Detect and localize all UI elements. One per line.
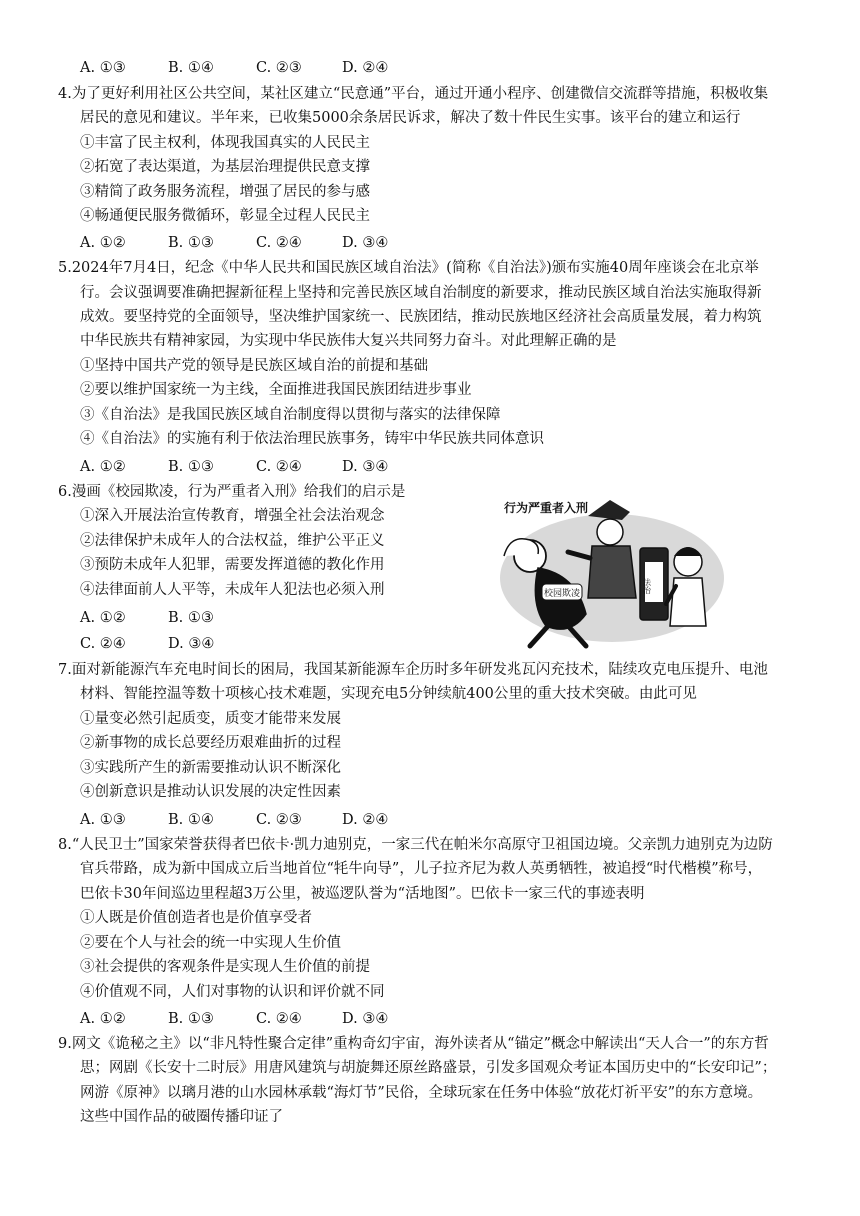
q4-statement-4: ④畅通便民服务微循环，彰显全过程人民民主 [80,208,370,224]
q7-option-c: C. ②③ [256,812,302,828]
q5-option-c: C. ②④ [256,459,302,475]
q6-options-row-1 [80,608,214,628]
q8-stem-line-3: 巴依卡30年间巡边里程超3万公里，被巡逻队誉为“活地图”。巴依卡一家三代的事迹表明 [80,886,645,902]
q5-stem-line-4: 中华民族共有精神家园，为实现中华民族伟大复兴共同努力奋斗。对此理解正确的是 [80,333,617,349]
q6-statement-2: ②法律保护未成年人的合法权益，维护公平正义 [80,533,385,549]
q3-options [80,58,388,78]
q5-statement-2: ②要以维护国家统一为主线，全面推进我国民族团结进步事业 [80,382,472,398]
q4-option-b: B. ①③ [168,235,214,251]
q4-stem-line-1: 4.为了更好利用社区公共空间，某社区建立“民意通”平台，通过开通小程序、创建微信交流群等措施，积极收集 [58,86,769,102]
q7-statement-1: ①量变必然引起质变，质变才能带来发展 [80,711,341,727]
q6-statement-1: ①深入开展法治宣传教育，增强全社会法治观念 [80,508,385,524]
q3-option-c: C. ②③ [256,60,302,76]
q7-option-d: D. ②④ [342,812,389,828]
law-book-figure [640,548,668,620]
q7-stem-line-2: 材料、智能控温等数十项核心技术难题，实现充电5分钟续航400公里的重大技术突破。由此可见 [80,686,697,702]
q6-statement-3: ③预防未成年人犯罪，需要发挥道德的教化作用 [80,557,385,573]
q6-option-d: D. ③④ [168,636,215,652]
school-bullying-comic [490,486,730,656]
q4-option-c: C. ②④ [256,235,302,251]
q5-statement-1: ①坚持中国共产党的领导是民族区域自治的前提和基础 [80,358,428,374]
q5-option-d: D. ③④ [342,459,389,475]
q5-stem-line-3: 成效。要坚持党的全面领导，坚决维护国家统一、民族团结，推动民族地区经济社会高质量发展，着力构筑 [80,309,762,325]
comic-caption: 行为严重者入刑 [504,501,589,515]
q3-option-a: A. ①③ [80,60,126,76]
q4-statement-3: ③精简了政务服务流程，增强了居民的参与感 [80,184,370,200]
q8-stem-line-1: 8.“人民卫士”国家荣誉获得者巴依卡·凯力迪别克，一家三代在帕米尔高原守卫祖国边境。父亲凯力迪别克为边防 [58,837,773,853]
q8-stem-line-2: 官兵带路，成为新中国成立后当地首位“牦牛向导”，儿子拉齐尼为救人英勇牺牲，被追授“时代楷模”称号， [80,861,763,877]
q4-option-d: D. ③④ [342,235,389,251]
q8-option-b: B. ①③ [168,1011,214,1027]
q8-option-d: D. ③④ [342,1011,389,1027]
q6-option-a: A. ①② [80,610,126,626]
comic-book-label: 法治 [642,578,652,594]
q6-stem-line-1: 6.漫画《校园欺凌，行为严重者入刑》给我们的启示是 [58,484,406,500]
q9-stem-line-4: 这些中国作品的破圈传播印证了 [80,1109,283,1125]
q6-statement-4: ④法律面前人人平等，未成年人犯法也必须入刑 [80,582,385,598]
q8-statement-2: ②要在个人与社会的统一中实现人生价值 [80,935,341,951]
q9-stem-line-2: 思；网剧《长安十二时辰》用唐风建筑与胡旋舞还原丝路盛景，引发多国观众考证本国历史中的“长安印记”； [80,1060,777,1076]
q5-stem-line-2: 行。会议强调要准确把握新征程上坚持和完善民族区域自治制度的新要求，推动民族区域自治法实施取得新 [80,285,762,301]
q3-option-d: D. ②④ [342,60,389,76]
q7-stem-line-1: 7.面对新能源汽车充电时间长的困局，我国某新能源车企历时多年研发兆瓦闪充技术，陆续攻克电压提升、电池 [58,662,768,678]
q8-options [80,1009,388,1029]
q5-option-a: A. ①② [80,459,126,475]
q5-option-b: B. ①③ [168,459,214,475]
q9-stem-line-3: 网游《原神》以璃月港的山水园林承载“海灯节”民俗，全球玩家在任务中体验“放花灯祈平安”的东方意境。 [80,1085,763,1101]
q8-statement-1: ①人既是价值创造者也是价值享受者 [80,910,312,926]
q8-option-a: A. ①② [80,1011,126,1027]
q9-stem-line-1: 9.网文《诡秘之主》以“非凡特性聚合定律”重构奇幻宇宙，海外读者从“锚定”概念中解读出“天人合一”的东方哲 [58,1036,769,1052]
q5-stem-line-1: 5.2024年7月4日，纪念《中华人民共和国民族区域自治法》(简称《自治法》)颁布实施40周年座谈会在北京举 [58,260,759,276]
q4-option-a: A. ①② [80,235,126,251]
q8-statement-3: ③社会提供的客观条件是实现人生价值的前提 [80,959,370,975]
q6-options-row-2 [80,634,214,654]
comic-bullying-label: 校园欺凌 [544,589,581,599]
q4-stem-line-2: 居民的意见和建议。半年来，已收集5000余条居民诉求，解决了数十件民生实事。该平台的建立和运行 [80,110,741,126]
q6-option-b: B. ①③ [168,610,214,626]
q8-statement-4: ④价值观不同，人们对事物的认识和评价就不同 [80,984,385,1000]
q7-option-a: A. ①③ [80,812,126,828]
q5-statement-3: ③《自治法》是我国民族区域自治制度得以贯彻与落实的法律保障 [80,407,501,423]
q5-statement-4: ④《自治法》的实施有利于依法治理民族事务，铸牢中华民族共同体意识 [80,431,544,447]
q7-statement-2: ②新事物的成长总要经历艰难曲折的过程 [80,735,341,751]
q7-statement-4: ④创新意识是推动认识发展的决定性因素 [80,784,341,800]
q4-statement-2: ②拓宽了表达渠道，为基层治理提供民意支撑 [80,159,370,175]
q4-options [80,233,388,253]
q3-option-b: B. ①④ [168,60,214,76]
q8-option-c: C. ②④ [256,1011,302,1027]
q5-options [80,457,388,477]
q7-option-b: B. ①④ [168,812,214,828]
q4-statement-1: ①丰富了民主权利，体现我国真实的人民民主 [80,135,370,151]
q7-statement-3: ③实践所产生的新需要推动认识不断深化 [80,760,341,776]
q7-options [80,810,388,830]
q6-option-c: C. ②④ [80,636,126,652]
